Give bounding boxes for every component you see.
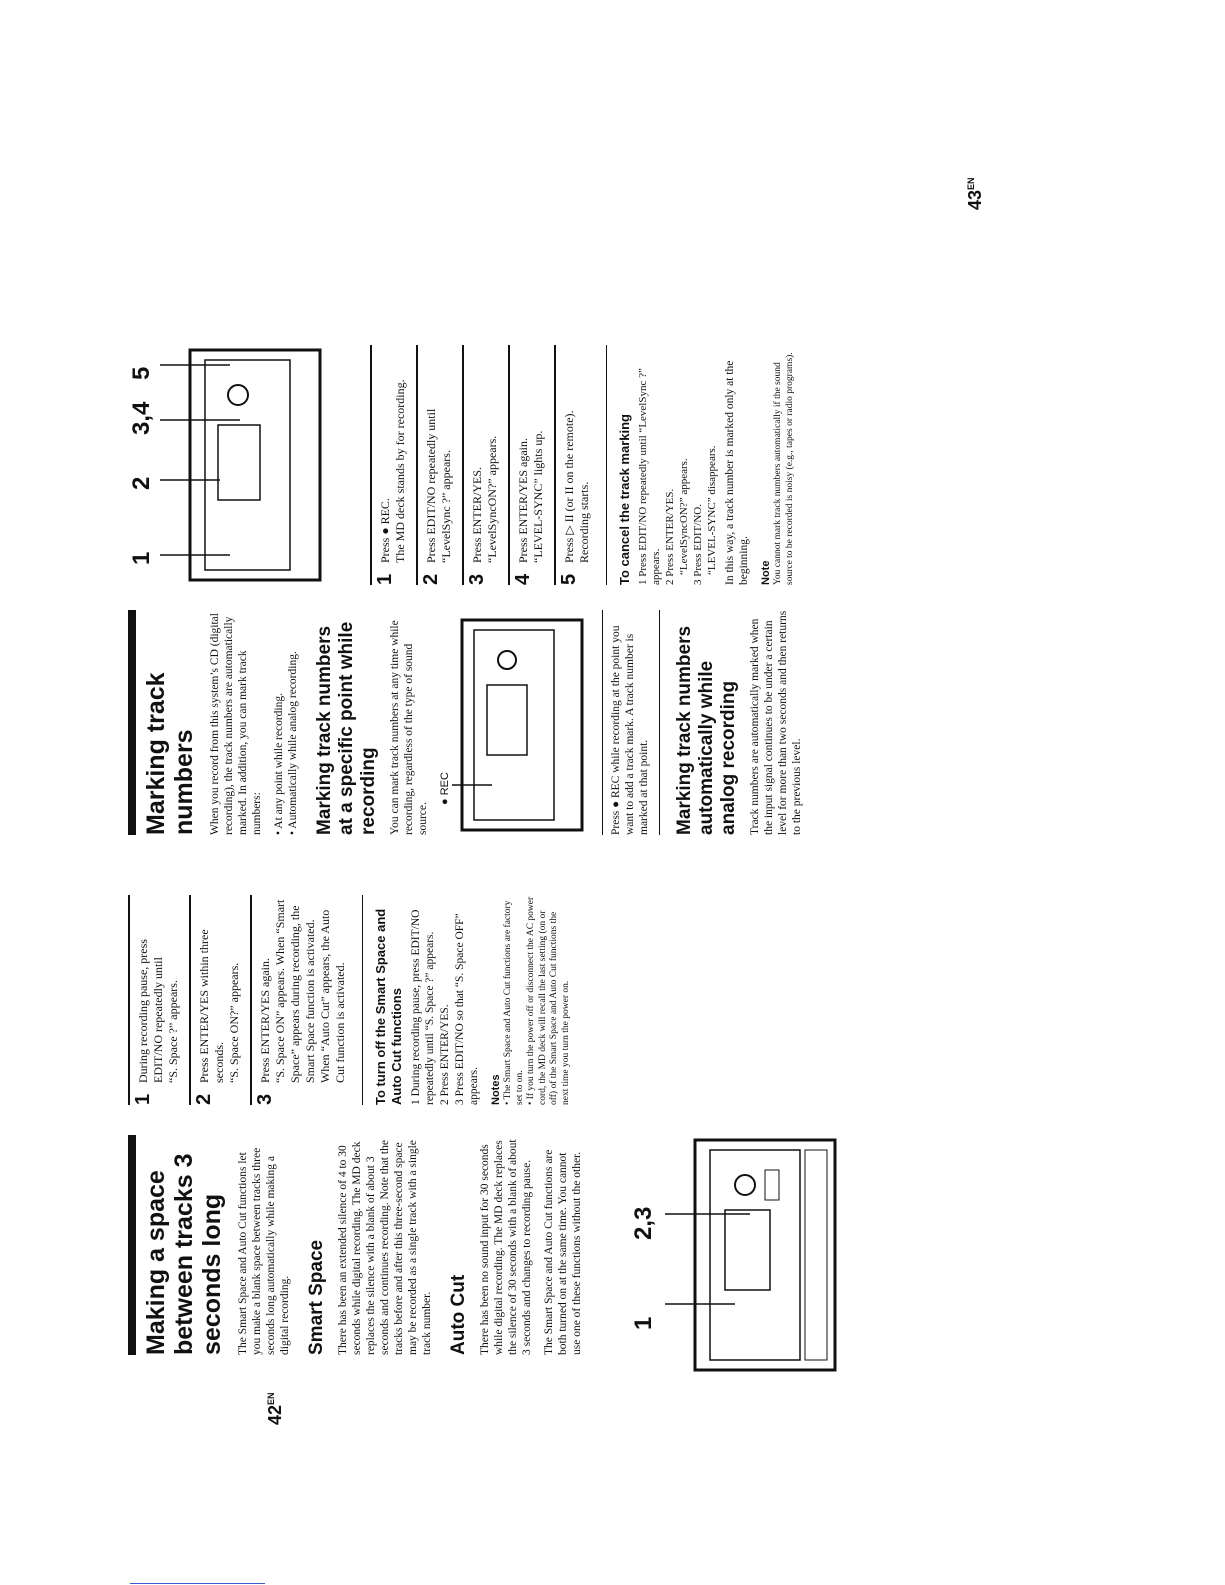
bottom-link-underline — [130, 1583, 265, 1584]
smart-space-text: There has been an extended silence of 4 to 30 seconds while digital recording. The MD deck replaces the silence with a blank of about 3 seconds and continues recording. Note that the tracks before and after this three-second space may be recorded as a single track with a single track number. — [337, 1140, 433, 1355]
press-rec-text: Press ● REC while recording at the point you want to add a track mark. A track number is marked at that point. — [610, 625, 650, 835]
divider — [362, 895, 363, 1105]
cancel-step: “LevelSyncON?” appears. — [678, 458, 690, 575]
step-1 — [128, 895, 189, 1105]
step-text: Press ENTER/YES again. — [516, 438, 530, 563]
md-deck-rec-illustration — [452, 615, 592, 835]
note-item: • If you turn the power off or disconnect the AC power cord, the MD deck will recall the last setting (on or off) of the Smart Space and Auto Cut functions the next time you turn the power on. — [526, 896, 571, 1105]
page-number-right — [965, 177, 986, 210]
step-4 — [508, 345, 554, 585]
notes-list — [503, 895, 572, 1105]
right-col-1 — [128, 610, 812, 835]
callout-2-3: 2,3 — [630, 1206, 657, 1240]
cancel-step: 1 Press EDIT/NO repeatedly until “LevelSync ?” appears. — [637, 368, 662, 585]
turnoff-heading: To turn off the Smart Space and Auto Cut functions — [373, 908, 404, 1105]
cancel-step: 2 Press ENTER/YES. — [664, 488, 676, 585]
callout-5: 5 — [128, 366, 155, 380]
callout-3-4: 3,4 — [128, 401, 155, 435]
step-text: Press ▷ II (or II on the remote). — [562, 410, 576, 563]
step-sub: “LevelSyncON?” appears. — [485, 435, 499, 563]
divider — [606, 345, 607, 585]
step-sub: “S. Space ON” appears. When “Smart Space” appears during recording, the Smart Space function is activated. When “Auto Cut” appears, the Auto Cut function is activated. — [273, 899, 347, 1083]
step-text: Press ● REC. — [378, 498, 392, 563]
note-text: You cannot mark track numbers automatically if the sound source to be recorded is noisy (e.g., tapes or radio programs). — [773, 352, 795, 585]
intro-text: The Smart Space and Auto Cut functions let you make a blank space between tracks three seconds long automatically while making a digital recording. — [237, 1147, 291, 1355]
step-number: 1 — [374, 573, 396, 585]
step-sub: The MD deck stands by for recording. — [393, 379, 407, 563]
cancel-step: 3 Press EDIT/NO. — [692, 504, 704, 585]
step-2 — [189, 895, 250, 1105]
step-number: 3 — [254, 1093, 276, 1105]
step-sub: “S. Space ON?” appears. — [227, 962, 241, 1083]
page-title: Marking track numbers — [142, 672, 198, 835]
step-number: 1 — [132, 1093, 154, 1105]
turnoff-step: 1 During recording pause, press EDIT/NO repeatedly until “S. Space ?” appears. — [410, 909, 436, 1105]
cancel-heading: To cancel the track marking — [617, 414, 632, 585]
page-suffix: EN — [266, 1392, 276, 1405]
rec-label: ● REC — [439, 772, 451, 805]
turnoff-step: 2 Press ENTER/YES. — [439, 1004, 451, 1105]
md-deck-illustration — [665, 1130, 855, 1380]
cancel-step: “LEVEL-SYNC” disappears. — [706, 445, 718, 575]
turnoff-step: 3 Press EDIT/NO so that “S. Space OFF” appears. — [454, 913, 480, 1105]
page-number-left — [265, 1392, 286, 1425]
auto-cut-text: There has been no sound input for 30 seconds while digital recording. The MD deck replaces the silence of 30 seconds with a blank of about 3 seconds and changes to recording pause. — [479, 1139, 533, 1355]
step-number: 2 — [420, 573, 442, 585]
page-title: Making a space between tracks 3 seconds long — [142, 1153, 226, 1355]
md-deck-levelsync-illustration — [160, 345, 340, 585]
page-suffix: EN — [966, 177, 976, 190]
step-3 — [462, 345, 508, 585]
step-text: Press ENTER/YES within three seconds. — [197, 929, 226, 1083]
both-functions-text: The Smart Space and Auto Cut functions are both turned on at the same time. You cannot use one of these functions without the other. — [543, 1149, 583, 1355]
smart-space-heading: Smart Space — [306, 1239, 327, 1355]
callout-2: 2 — [128, 476, 155, 490]
note-item: • The Smart Space and Auto Cut functions are factory set to on. — [503, 900, 525, 1105]
auto-marking-heading: Marking track numbers automatically while analog recording — [674, 625, 739, 835]
right-col-2 — [370, 345, 796, 585]
intro-text: When you record from this system’s CD (digital recording), the track numbers are automatically marked. In addition, you can mark track numbers: — [209, 613, 263, 835]
left-col-2 — [128, 895, 572, 1105]
result-text: In this way, a track number is marked only at the beginning. — [724, 360, 750, 585]
step-sub: Recording starts. — [577, 481, 591, 563]
specific-point-text: You can mark track numbers at any time while recording, regardless of the type of sound source. — [389, 620, 429, 835]
turnoff-list — [409, 895, 481, 1105]
step-5 — [554, 345, 600, 585]
note-heading: Note — [760, 560, 772, 585]
cancel-list — [637, 345, 719, 585]
section-bar — [128, 1135, 136, 1355]
auto-cut-heading: Auto Cut — [448, 1274, 469, 1355]
step-number: 3 — [466, 573, 488, 585]
step-2 — [416, 345, 462, 585]
step-1 — [370, 345, 416, 585]
step-sub: “S. Space ?” appears. — [166, 980, 180, 1083]
notes-heading: Notes — [490, 1074, 502, 1105]
auto-marking-text: Track numbers are automatically marked when the input signal continues to be under a certain level for more than two seconds and then returns to the previous level. — [749, 610, 803, 835]
step-sub: “LevelSync ?” appears. — [439, 450, 453, 563]
step-text: During recording pause, press EDIT/NO repeatedly until — [136, 939, 165, 1083]
step-number: 2 — [193, 1093, 215, 1105]
step-3 — [250, 895, 356, 1105]
specific-point-heading: Marking track numbers at a specific point while recording — [314, 621, 379, 835]
step-text: Press ENTER/YES. — [470, 467, 484, 563]
step-number: 5 — [558, 573, 580, 585]
callout-1: 1 — [630, 1316, 657, 1330]
step-text: Press ENTER/YES again. — [258, 958, 272, 1083]
step-number: 4 — [512, 573, 534, 585]
bullet: • Automatically while analog recording. — [287, 651, 299, 835]
divider — [659, 610, 660, 835]
section-bar — [128, 610, 136, 835]
left-col-1 — [128, 1135, 592, 1355]
callout-1: 1 — [128, 551, 155, 565]
divider — [602, 610, 603, 835]
step-sub: “LEVEL-SYNC” lights up. — [531, 430, 545, 563]
bullet: • At any point while recording. — [273, 693, 285, 835]
page-number: 43 — [965, 189, 985, 210]
step-text: Press EDIT/NO repeatedly until — [424, 408, 438, 563]
page-number: 42 — [265, 1404, 285, 1425]
